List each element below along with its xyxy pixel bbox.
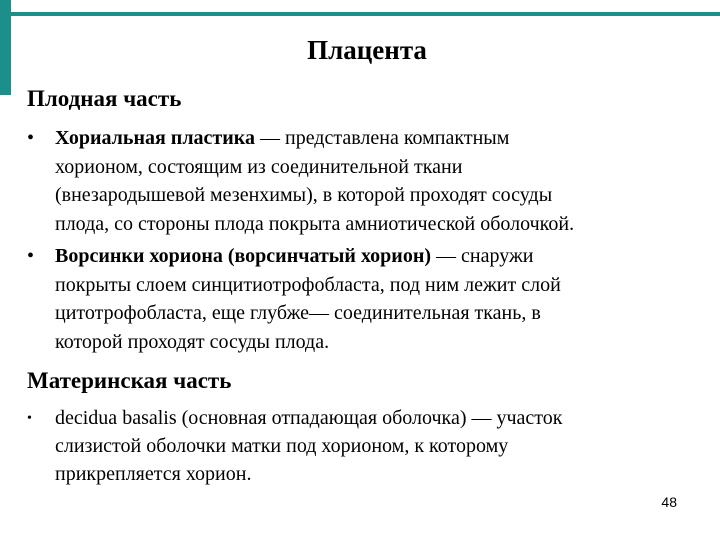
bullet-icon: •: [27, 411, 32, 426]
item-line: плода, со стороны плода покрыта амниотической оболочкой.: [55, 213, 575, 236]
term-chorionic-villi: Ворсинки хориона (ворсинчатый хорион): [55, 244, 432, 267]
bullet-icon: •: [27, 244, 35, 267]
term-chorionic-plate: Хориальная пластика: [55, 127, 255, 149]
maternal-part-list: [27, 404, 720, 491]
item-line: хорионом, состоящим из соединительной ткани: [55, 155, 463, 178]
item-line: которой проходят сосуды плода.: [55, 330, 330, 353]
item-text: — снаружи: [431, 244, 534, 267]
list-item-chorionic-plate: [27, 124, 720, 239]
item-text: — представлена компактным: [254, 127, 510, 149]
fetal-part-heading: Плодная часть: [27, 86, 182, 111]
maternal-part-heading: Материнская часть: [27, 368, 232, 393]
list-item-chorionic-villi: [27, 242, 720, 357]
fetal-part-list: [27, 124, 720, 360]
page-number: 48: [661, 494, 677, 510]
item-line: слизистой оболочки матки под хорионом, к которому: [55, 435, 509, 457]
item-line: прикрепляется хорион.: [55, 463, 252, 485]
item-line: цитотрофобласта, еще глубже— соединительная ткань, в: [55, 302, 541, 325]
title-rule: [11, 12, 720, 16]
bullet-icon: •: [27, 127, 35, 149]
list-item-decidua-basalis: [27, 404, 720, 488]
item-line: [55, 242, 720, 271]
slide-title: Плацента: [307, 35, 427, 65]
item-line: покрыты слоем синцитиотрофобласта, под ним лежит слой: [55, 273, 561, 296]
item-line: decidua basalis (основная отпадающая оболочка) — участок: [55, 407, 563, 429]
item-line: [55, 124, 720, 153]
item-line: (внезародышевой мезенхимы), в которой проходят сосуды: [55, 184, 553, 207]
